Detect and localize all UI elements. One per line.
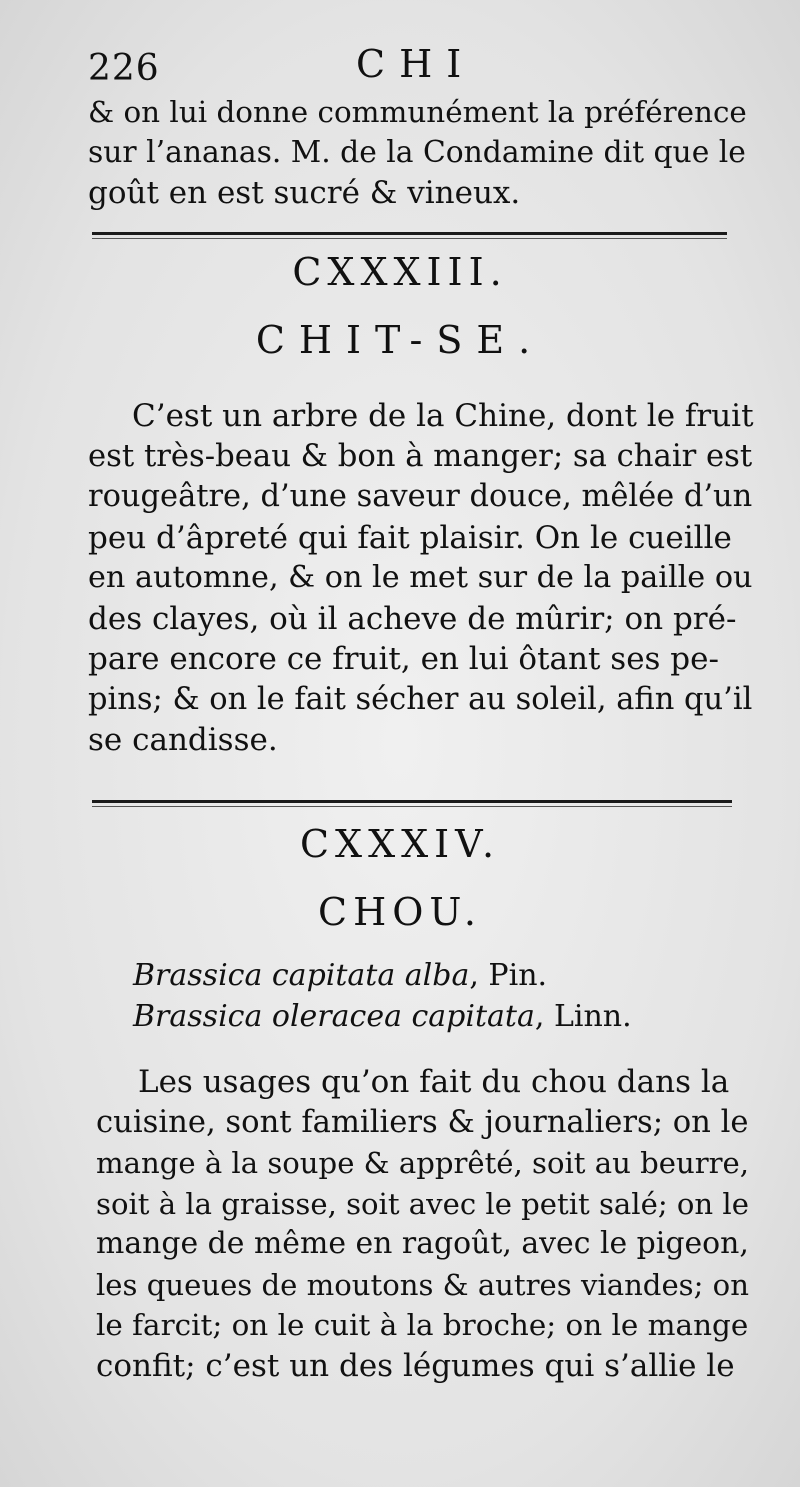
text-line: pare encore ce fruit, en lui ôtant ses pe- [88,641,719,677]
species-synonym [133,956,547,996]
text-line: soit à la graisse, soit avec le petit salé; on le [96,1186,749,1221]
species-synonym [133,997,632,1037]
text-line: cuisine, sont familiers & journaliers; on le [96,1104,749,1140]
entry-number: CXXXIII. [292,250,508,294]
entry-paragraph [96,1062,752,1386]
latin-name: Brassica oleracea capitata [133,999,535,1034]
entry-number: CXXXIV. [299,822,501,866]
page-number: 226 [88,48,160,89]
text-line: se candisse. [88,722,278,758]
authority: , Linn. [534,999,632,1034]
section-divider [92,232,727,235]
text-line: confit; c’est un des légumes qui s’allie le [96,1347,735,1384]
entry-title: CHIT-SE. [255,318,545,362]
text-line: & on lui donne communément la préférence [88,95,747,129]
section-divider [92,800,732,803]
text-line: peu d’âpreté qui fait plaisir. On le cueille [88,519,732,556]
text-line: Les usages qu’on fait du chou dans la [138,1064,730,1100]
text-line: mange de même en ragoût, avec le pigeon, [96,1226,749,1261]
text-line: rougeâtre, d’une saveur douce, mêlée d’un [88,479,753,514]
text-line: pins; & on le fait sécher au soleil, afin qu’il [88,681,753,717]
text-line: sur l’ananas. M. de la Condamine dit que le [88,134,746,170]
text-line: des clayes, où il acheve de mûrir; on pré- [88,600,737,637]
text-line: goût en est sucré & vineux. [88,175,521,211]
text-line: C’est un arbre de la Chine, dont le fruit [132,398,754,434]
running-head: CHI [356,42,476,86]
text-line: les queues de moutons & autres viandes; on [96,1267,749,1302]
text-line: le farcit; on le cuit à la broche; on le mange [96,1308,749,1342]
text-line: mange à la soupe & apprêté, soit au beurre, [96,1146,750,1180]
latin-name: Brassica capitata alba [133,958,470,993]
entry-title: CHOU. [318,890,482,934]
text-line: en automne, & on le met sur de la paille ou [88,560,753,595]
continuation-paragraph [88,92,750,214]
page-header [88,42,768,92]
authority: , Pin. [469,958,548,993]
text-line: est très-beau & bon à manger; sa chair est [88,438,753,474]
entry-paragraph [88,396,756,761]
